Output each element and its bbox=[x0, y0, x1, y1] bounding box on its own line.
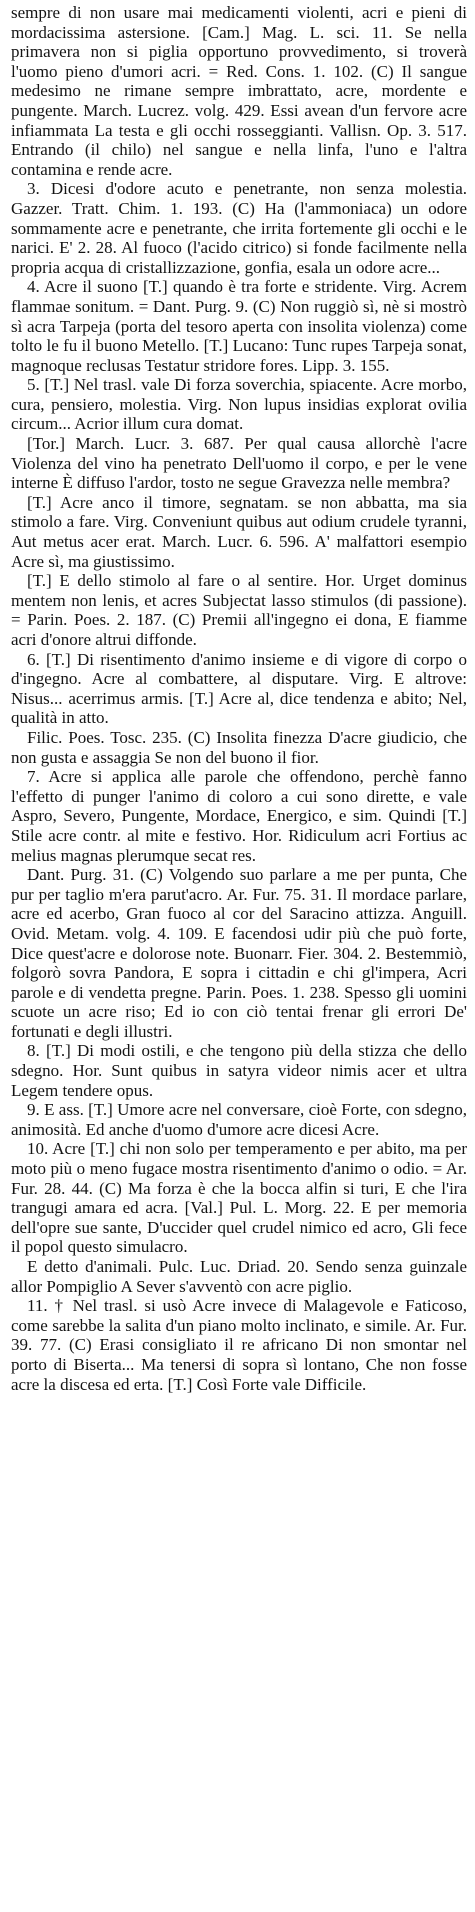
entry-sense-8 bbox=[11, 1041, 467, 1100]
entry-subsense bbox=[11, 865, 467, 1041]
entry-text: 4. Acre il suono [T.] quando è tra forte e stridente. Virg. Acrem flammae sonitum. = Dant. Purg. 9. (C) Non ruggiò sì, nè si mostrò sì acra Tarpeja (porta del tesoro aperta con insolita violenza) come tolto le fu il buono Metello. [T.] Lucano: Tunc rupes Tarpeja sonat, magnoque reclusas Testatur stridore fores. Lipp. 3. 155. bbox=[11, 277, 467, 375]
entry-sense-4 bbox=[11, 277, 467, 375]
entry-sense-3 bbox=[11, 179, 467, 277]
entry-subsense bbox=[11, 728, 467, 767]
entry-text: [Tor.] March. Lucr. 3. 687. Per qual causa allorchè l'acre Violenza del vino ha penetrato Dell'uomo il corpo, e per le vene interne È diffuso l'ardor, tosto ne segue Gravezza nelle membra? bbox=[11, 434, 467, 493]
entry-text: 8. [T.] Di modi ostili, e che tengono più della stizza che dello sdegno. Hor. Sunt quibus in satyra videor nimis acer et ultra Legem tendere opus. bbox=[11, 1041, 467, 1100]
entry-text: 6. [T.] Di risentimento d'animo insieme e di vigore di corpo o d'ingegno. Acre al combattere, al disputare. Virg. E altrove: Nisus... acerrimus armis. [T.] Acre al, dice tendenza e abito; Nel, qualità in atto. bbox=[11, 649, 467, 728]
entry-text: 3. Dicesi d'odore acuto e penetrante, non senza molestia. Gazzer. Tratt. Chim. 1. 193. (C) Ha (l'ammoniaca) un odore sommamente acre e penetrante, che irrita fortemente gli occhi e le narici. E' 2. 28. Al fuoco (l'acido citrico) si fonde facilmente nella propria acqua di cristallizzazione, gonfia, esala un odore acre... bbox=[11, 179, 467, 277]
entry-text: [T.] E dello stimolo al fare o al sentire. Hor. Urget dominus mentem non lenis, et acres Subjectat lasso stimulos (di passione). = Parin. Poes. 2. 187. (C) Premii all'ingegno ei dona, E fiamme acri d'onore altrui diffonde. bbox=[11, 571, 467, 649]
entry-text: E detto d'animali. Pulc. Luc. Driad. 20. Sendo senza guinzale allor Pompiglio A Sever s'avventò con acre piglio. bbox=[11, 1257, 467, 1296]
entry-text: Filic. Poes. Tosc. 235. (C) Insolita finezza D'acre giudicio, che non gusta e assaggia Se non del buono il fior. bbox=[11, 727, 467, 767]
entry-sense-6 bbox=[11, 650, 467, 728]
entry-text: 5. [T.] Nel trasl. vale Di forza soverchia, spiacente. Acre morbo, cura, pensiero, molestia. Virg. Non lupus insidias explorat ovilia circum... Acrior illum cura domat. bbox=[11, 375, 467, 434]
entry-subsense bbox=[11, 571, 467, 649]
entry-text: 11. † Nel trasl. si usò Acre invece di Malagevole e Faticoso, come sarebbe la salita d'un piano molto inclinato, e simile. Ar. Fur. 39. 77. (C) Erasi consigliato il re africano Di non smontar nel porto di Biserta... Ma tenersi di sopra sì lontano, Che non fosse acre la discesa ed erta. [T.] Così Forte vale Difficile. bbox=[11, 1296, 467, 1394]
entry-text: 7. Acre si applica alle parole che offendono, perchè fanno l'effetto di punger l'animo di coloro a cui sono dirette, e vale Aspro, Severo, Pungente, Mordace, Energico, e sim. Quindi [T.] Stile acre contr. al mite e festivo. Hor. Ridiculum acri Fortius ac melius magnas plerumque secat res. bbox=[11, 767, 467, 865]
entry-sense-5 bbox=[11, 375, 467, 434]
entry-text: 10. Acre [T.] chi non solo per temperamento e per abito, ma per moto più o meno fugace mostra risentimento d'animo o odio. = Ar. Fur. 28. 44. (C) Ma forza è che la bocca alfin si turi, E che l'ira trangugi amara ed acra. [Val.] Pul. L. Morg. 22. E per memoria dell'opre sue sante, D'uccider quel crudel nimico ed acro, Gli fece il popol questo simulacro. bbox=[11, 1139, 467, 1257]
entry-sense-9 bbox=[11, 1100, 467, 1139]
entry-text: 9. E ass. [T.] Umore acre nel conversare, cioè Forte, con sdegno, animosità. Ed anche d'uomo d'umore acre dicesi Acre. bbox=[11, 1100, 467, 1139]
entry-subsense bbox=[11, 1257, 467, 1296]
entry-sense-11 bbox=[11, 1296, 467, 1394]
entry-sense-7 bbox=[11, 767, 467, 865]
entry-sense-10 bbox=[11, 1139, 467, 1257]
entry-subsense bbox=[11, 434, 467, 493]
entry-text: sempre di non usare mai medicamenti violenti, acri e pieni di mordacissima astersione. [Cam.] Mag. L. sci. 11. Se nella primavera non si piglia opportuno provvedimento, si troverà l'uomo pieno d'umori acri. = Red. Cons. 1. 102. (C) Il sangue medesimo ne rimane sempre imbrattato, acre, mordente e pungente. March. Lucrez. volg. 429. Essi avean d'un fervore acre infiammata La testa e gli occhi rosseggianti. Vallisn. Op. 3. 517. Entrando (il chilo) nel sangue e nella linfa, l'uno e l'altra contamina e rende acre. bbox=[11, 3, 467, 179]
entry-text: [T.] Acre anco il timore, segnatam. se non abbatta, ma sia stimolo a fare. Virg. Conveniunt quibus aut odium crudele tyranni, Aut metus acer erat. March. Lucr. 6. 596. A' malfattori esempio Acre sì, ma giustissimo. bbox=[11, 492, 467, 571]
entry-text: Dant. Purg. 31. (C) Volgendo suo parlare a me per punta, Che pur per taglio m'era parut'acro. Ar. Fur. 75. 31. Il mordace parlare, acre ed acerbo, Gran fuoco al cor del Saracino attizza. Anguill. Ovid. Metam. volg. 4. 109. E facendosi udir più che può forte, Dice quest'acre e dolorose note. Buonarr. Fier. 304. 2. Bestemmiò, folgorò sovra Pandora, E sopra i cittadin e chi gl'impera, Acri parole e di vendetta pregne. Parin. Poes. 1. 238. Spesso gli uomini scuote un acre riso; Ed io con ciò tentai frenar gli errori De' fortunati e degli illustri. bbox=[11, 865, 467, 1041]
entry-sense-2-continued bbox=[11, 3, 467, 179]
entry-subsense bbox=[11, 493, 467, 571]
